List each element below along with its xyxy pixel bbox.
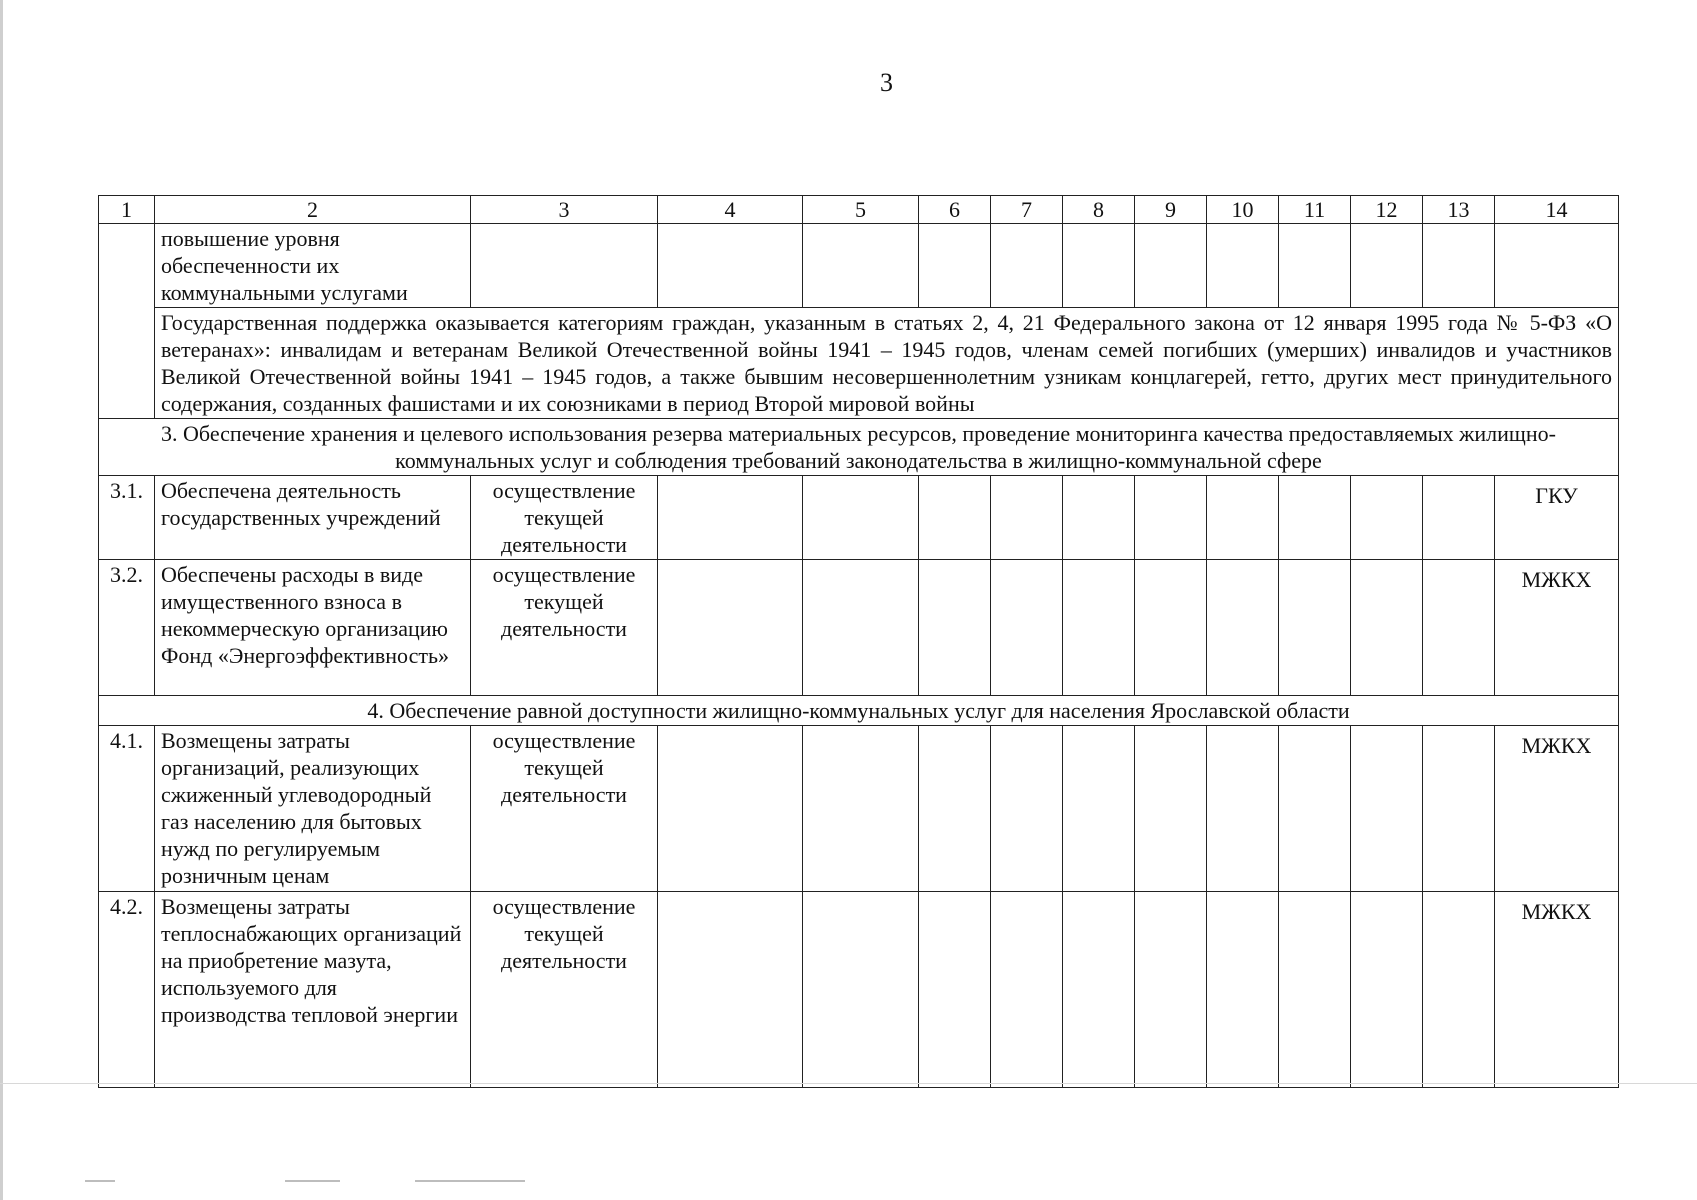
column-number: 11	[1279, 196, 1351, 224]
column-number: 6	[919, 196, 991, 224]
section-heading-row	[99, 419, 1619, 476]
page-number: 3	[880, 68, 893, 97]
column-number: 2	[155, 196, 471, 224]
row-number: 4.2.	[99, 892, 155, 1088]
result-cell: повышение уровня обеспеченности их коммунальными услугами	[155, 224, 471, 308]
table-row	[99, 892, 1619, 1088]
activity-cell: осуществление текущей деятельности	[471, 726, 658, 892]
section-3-title: 3. Обеспечение хранения и целевого использования резерва материальных ресурсов, проведение мониторинга качества предоставляемых жилищно-коммунальных услуг и соблюдения требований законодательства в жилищно-коммунальной сфере	[99, 419, 1619, 476]
column-number: 9	[1135, 196, 1207, 224]
responsible-cell: МЖКХ	[1495, 726, 1619, 892]
column-number: 3	[471, 196, 658, 224]
result-cell: Возмещены затраты организаций, реализующих сжиженный углеводородный газ населению для бытовых нужд по регулируемым розничным ценам	[155, 726, 471, 892]
result-cell: Обеспечена деятельность государственных учреждений	[155, 476, 471, 560]
table-row	[99, 560, 1619, 696]
column-number: 1	[99, 196, 155, 224]
row-number: 3.1.	[99, 476, 155, 560]
scan-artifact-line	[0, 1083, 1697, 1084]
table-row	[99, 476, 1619, 560]
row-number: 3.2.	[99, 560, 155, 696]
activity-cell: осуществление текущей деятельности	[471, 560, 658, 696]
plan-table	[98, 195, 1619, 1088]
scan-left-edge	[0, 0, 3, 1200]
note-row	[99, 308, 1619, 419]
column-number: 10	[1207, 196, 1279, 224]
section-heading-row	[99, 696, 1619, 726]
row-number-cell	[99, 224, 155, 419]
table-row	[99, 726, 1619, 892]
column-number: 7	[991, 196, 1063, 224]
activity-cell: осуществление текущей деятельности	[471, 892, 658, 1088]
responsible-cell: МЖКХ	[1495, 560, 1619, 696]
column-number: 12	[1351, 196, 1423, 224]
column-number-row	[99, 196, 1619, 224]
column-number: 5	[803, 196, 919, 224]
row-number: 4.1.	[99, 726, 155, 892]
column-number: 8	[1063, 196, 1135, 224]
scan-artifact-line	[415, 1180, 525, 1182]
table-row	[99, 224, 1619, 308]
column-number: 14	[1495, 196, 1619, 224]
scan-artifact-line	[285, 1180, 340, 1182]
result-cell: Возмещены затраты теплоснабжающих организаций на приобретение мазута, используемого для производства тепловой энергии	[155, 892, 471, 1088]
section-4-title: 4. Обеспечение равной доступности жилищно-коммунальных услуг для населения Ярославской области	[99, 696, 1619, 726]
responsible-cell: ГКУ	[1495, 476, 1619, 560]
column-number: 13	[1423, 196, 1495, 224]
scan-artifact-line	[85, 1180, 115, 1182]
column-number: 4	[658, 196, 803, 224]
result-cell: Обеспечены расходы в виде имущественного взноса в некоммерческую организацию Фонд «Энергоэффективность»	[155, 560, 471, 696]
activity-cell: осуществление текущей деятельности	[471, 476, 658, 560]
responsible-cell: МЖКХ	[1495, 892, 1619, 1088]
support-note: Государственная поддержка оказывается категориям граждан, указанным в статьях 2, 4, 21 Федерального закона от 12 января 1995 года № 5-ФЗ «О ветеранах»: инвалидам и ветеранам Великой Отечественной войны 1941 – 1945 годов, членам семей погибших (умерших) инвалидов и участников Великой Отечественной войны 1941 – 1945 годов, а также бывшим несовершеннолетним узникам концлагерей, гетто, других мест принудительного содержания, созданных фашистами и их союзниками в период Второй мировой войны	[155, 308, 1619, 419]
